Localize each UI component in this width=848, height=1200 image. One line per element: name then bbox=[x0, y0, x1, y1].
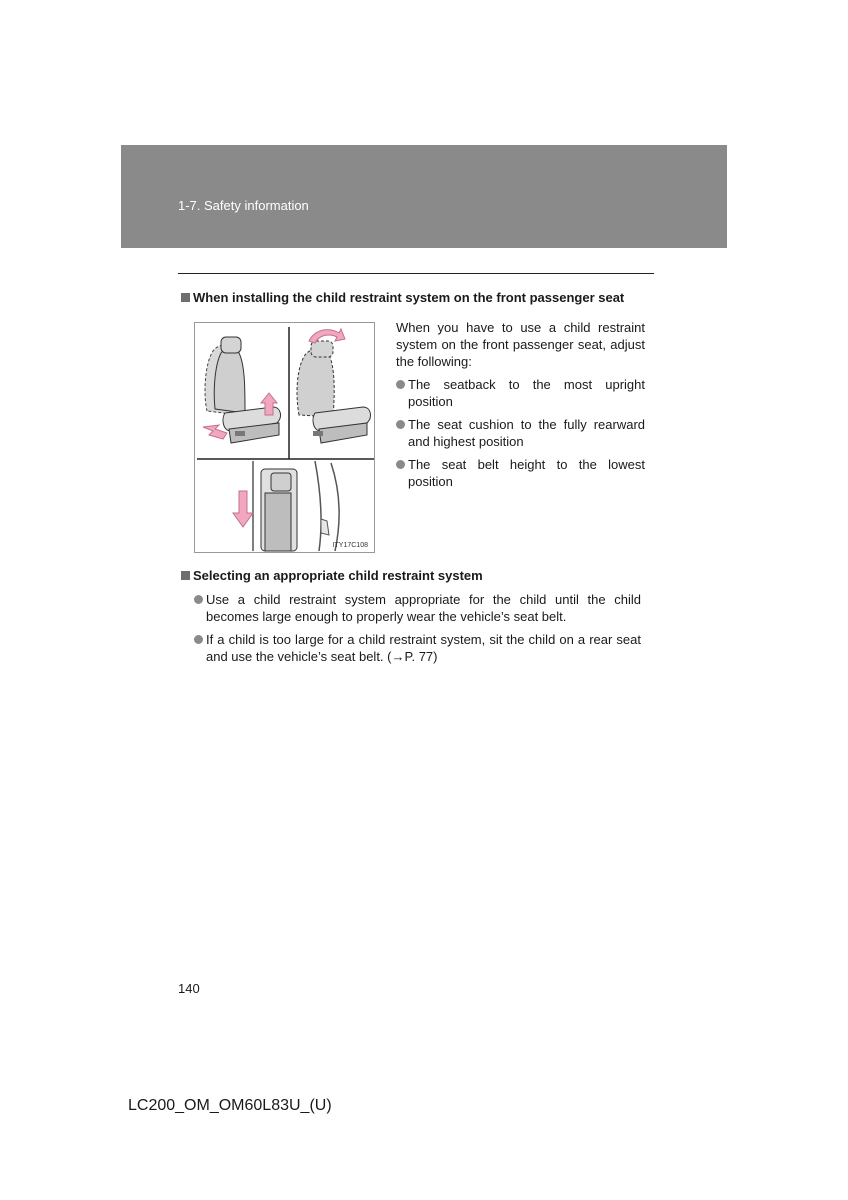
square-bullet-icon bbox=[181, 571, 190, 580]
header-band bbox=[121, 145, 727, 248]
page-number: 140 bbox=[178, 981, 200, 996]
list-item: The seat belt height to the lowest position bbox=[396, 456, 645, 490]
bullet-dot-icon bbox=[194, 595, 203, 604]
bullet-dot-icon bbox=[396, 420, 405, 429]
bullet-dot-icon bbox=[396, 380, 405, 389]
seat-belt-icon bbox=[233, 461, 339, 551]
section-label: 1-7. Safety information bbox=[178, 198, 309, 213]
list-item: Use a child restraint system appropriate for the child until the child becomes large enough to properly wear the vehicle’s seat belt. bbox=[194, 591, 641, 625]
bullet-dot-icon bbox=[194, 635, 203, 644]
document-id: LC200_OM_OM60L83U_(U) bbox=[128, 1097, 332, 1114]
bullet-dot-icon bbox=[396, 460, 405, 469]
seat-adjustment-illustration bbox=[194, 322, 375, 553]
square-bullet-icon bbox=[181, 293, 190, 302]
list-item: If a child is too large for a child restraint system, sit the child on a rear seat and use the vehicle’s seat belt. (→P. 77) bbox=[194, 631, 641, 665]
seat-right-icon bbox=[297, 329, 370, 443]
illustration-svg bbox=[195, 323, 376, 554]
section-heading-select bbox=[181, 568, 483, 583]
intro-paragraph: When you have to use a child restraint system on the front passenger seat, adjust the following: bbox=[396, 320, 645, 369]
section-heading-install bbox=[181, 290, 624, 305]
list-item: The seatback to the most upright position bbox=[396, 376, 645, 410]
selection-list bbox=[194, 591, 641, 671]
list-item: The seat cushion to the fully rearward and highest position bbox=[396, 416, 645, 450]
heading-text: When installing the child restraint system on the front passenger seat bbox=[193, 290, 625, 305]
seat-left-icon bbox=[203, 337, 280, 443]
figure-code: ITY17C108 bbox=[332, 542, 368, 549]
heading-text: Selecting an appropriate child restraint system bbox=[193, 568, 483, 583]
header-rule bbox=[178, 273, 654, 274]
adjustment-list bbox=[396, 376, 645, 496]
